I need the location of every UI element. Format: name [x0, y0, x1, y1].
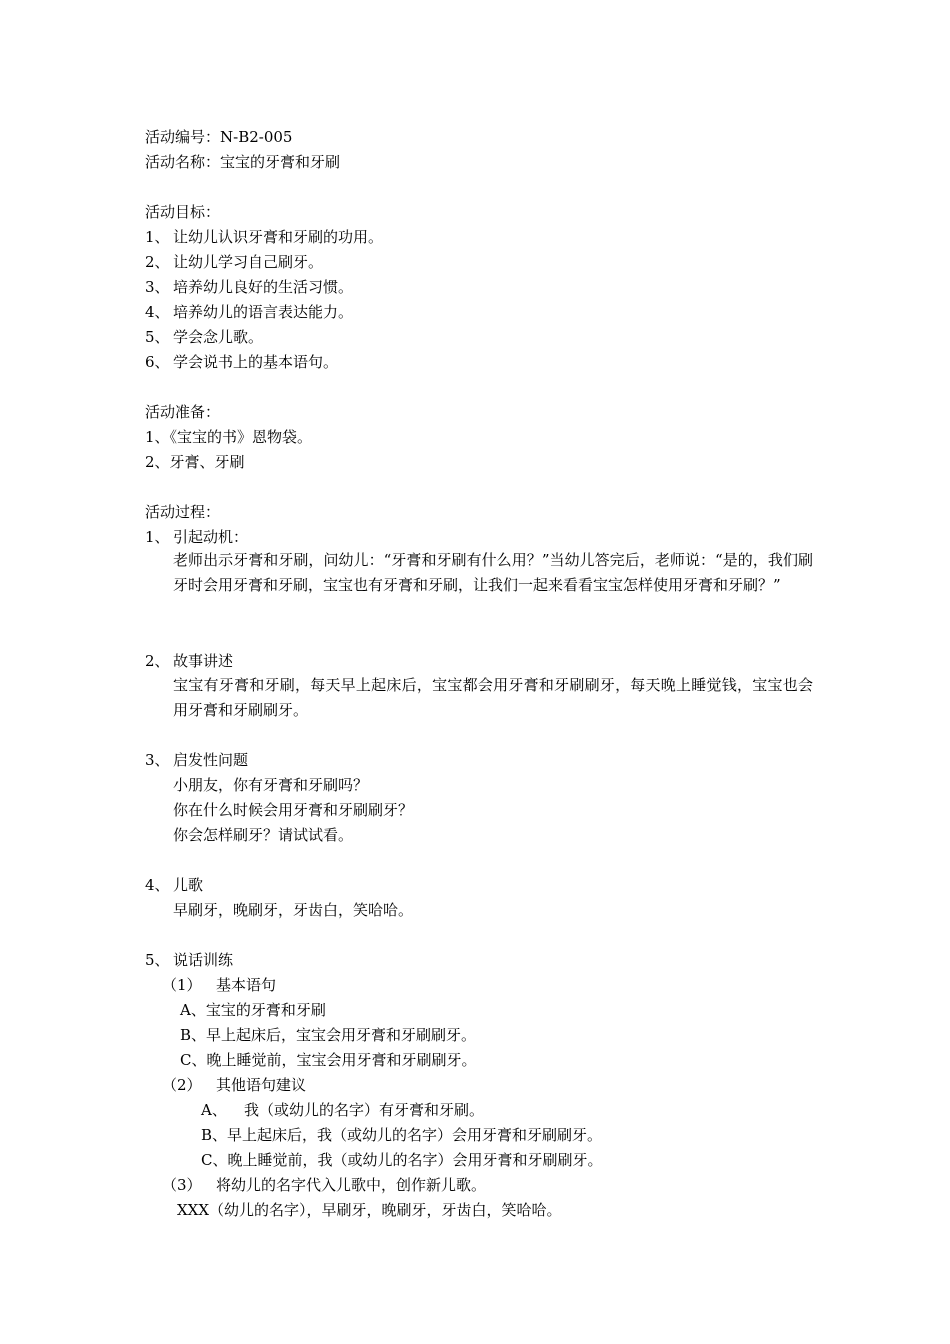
- nursery-rhyme: 早刷牙，晚刷牙，牙齿白，笑哈哈。: [173, 901, 414, 919]
- goals-heading: 活动目标：: [145, 203, 221, 221]
- goal-text: 让幼儿学习自己刷牙。: [173, 253, 324, 271]
- goal-item: [145, 352, 338, 372]
- goal-text: 培养幼儿良好的生活习惯。: [173, 278, 354, 296]
- step-title: [145, 750, 248, 770]
- goal-item: [145, 227, 383, 247]
- step-title-text: 儿歌: [173, 876, 204, 894]
- goal-item: [145, 277, 353, 297]
- goal-item: [145, 252, 323, 272]
- step-title: [145, 950, 233, 970]
- sentence-label: A、: [201, 1101, 227, 1119]
- sub-section-title: [162, 975, 276, 995]
- step-number: 5、: [145, 951, 170, 969]
- sub-section-label: （1）: [162, 976, 202, 994]
- step-title: [145, 651, 233, 671]
- sub-section-title: [162, 1075, 306, 1095]
- preparation-item: 2、牙膏、牙刷: [145, 453, 245, 471]
- goal-number: 4、: [145, 303, 170, 321]
- new-rhyme-example: XXX（幼儿的名字），早刷牙，晚刷牙，牙齿白，笑哈哈。: [177, 1201, 562, 1219]
- preparation-heading: 活动准备：: [145, 403, 221, 421]
- sub-section-title-text: 将幼儿的名字代入儿歌中，创作新儿歌。: [216, 1176, 487, 1194]
- goal-text: 培养幼儿的语言表达能力。: [173, 303, 354, 321]
- goal-number: 6、: [145, 353, 170, 371]
- sub-section-title-text: 其他语句建议: [216, 1076, 307, 1094]
- step-number: 4、: [145, 876, 170, 894]
- goal-item: [145, 327, 263, 347]
- sub-section-label: （3）: [162, 1176, 202, 1194]
- sub-section-title-text: 基本语句: [216, 976, 277, 994]
- goal-item: [145, 302, 353, 322]
- goal-number: 3、: [145, 278, 170, 296]
- step-title-text: 说话训练: [173, 951, 234, 969]
- sentence-item: A、宝宝的牙膏和牙刷: [180, 1001, 326, 1019]
- sentence-item: B、早上起床后，我（或幼儿的名字）会用牙膏和牙刷刷牙。: [201, 1126, 603, 1144]
- goal-number: 5、: [145, 328, 170, 346]
- step-body: 宝宝有牙膏和牙刷，每天早上起床后，宝宝都会用牙膏和牙刷刷牙，每天晚上睡觉钱，宝宝也会用牙膏和牙刷刷牙。: [173, 676, 813, 719]
- sentence-item: B、早上起床后，宝宝会用牙膏和牙刷刷牙。: [180, 1026, 477, 1044]
- step-title: [145, 527, 248, 547]
- sentence-text: 我（或幼儿的名字）有牙膏和牙刷。: [244, 1101, 485, 1119]
- question-item: 小朋友，你有牙膏和牙刷吗？: [173, 776, 369, 794]
- step-number: 2、: [145, 652, 170, 670]
- goal-text: 学会念儿歌。: [173, 328, 264, 346]
- step-body: 老师出示牙膏和牙刷，问幼儿：“牙膏和牙刷有什么用？”当幼儿答完后，老师说：“是的，我们刷牙时会用牙膏和牙刷，宝宝也有牙膏和牙刷，让我们一起来看看宝宝怎样使用牙膏和牙刷？”: [173, 551, 813, 594]
- step-title-text: 启发性问题: [173, 751, 249, 769]
- step-title-text: 引起动机：: [173, 528, 249, 546]
- step-number: 3、: [145, 751, 170, 769]
- sentence-item: [201, 1100, 484, 1120]
- activity-id: 活动编号：N-B2-005: [145, 128, 293, 146]
- question-item: 你会怎样刷牙？请试试看。: [173, 826, 354, 844]
- sentence-item: C、晚上睡觉前，我（或幼儿的名字）会用牙膏和牙刷刷牙。: [201, 1151, 603, 1169]
- sub-section-label: （2）: [162, 1076, 202, 1094]
- step-number: 1、: [145, 528, 170, 546]
- question-item: 你在什么时候会用牙膏和牙刷刷牙？: [173, 801, 414, 819]
- activity-name: 活动名称：宝宝的牙膏和牙刷: [145, 153, 341, 171]
- sentence-item: C、晚上睡觉前，宝宝会用牙膏和牙刷刷牙。: [180, 1051, 477, 1069]
- goal-number: 2、: [145, 253, 170, 271]
- goal-text: 学会说书上的基本语句。: [173, 353, 339, 371]
- preparation-item: 1、《宝宝的书》恩物袋。: [145, 428, 313, 446]
- sub-section-title: [162, 1175, 486, 1195]
- step-title: [145, 875, 203, 895]
- step-title-text: 故事讲述: [173, 652, 234, 670]
- goal-text: 让幼儿认识牙膏和牙刷的功用。: [173, 228, 384, 246]
- process-heading: 活动过程：: [145, 503, 221, 521]
- goal-number: 1、: [145, 228, 170, 246]
